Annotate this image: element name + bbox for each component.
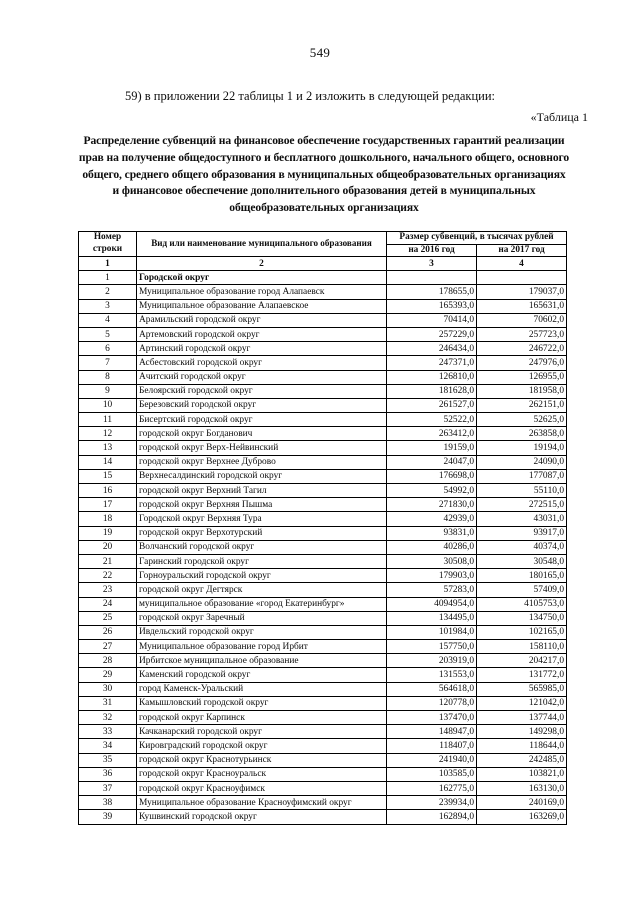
table-row (79, 285, 567, 299)
amount-2017-cell: 70602,0 (477, 313, 567, 327)
municipality-name-cell: Артемовский городской округ (137, 327, 387, 341)
row-number-cell: 25 (79, 611, 137, 625)
municipality-name-cell: городской округ Верхотурский (137, 526, 387, 540)
municipality-name-cell: городской округ Верхнее Дуброво (137, 455, 387, 469)
table-head (79, 231, 567, 270)
amount-2016-cell: 40286,0 (387, 540, 477, 554)
amount-2017-cell: 4105753,0 (477, 597, 567, 611)
row-number-cell: 9 (79, 384, 137, 398)
amount-2017-cell: 163269,0 (477, 810, 567, 824)
column-number-3: 3 (387, 257, 477, 271)
municipality-name-cell: Качканарский городской округ (137, 725, 387, 739)
row-number-cell: 17 (79, 498, 137, 512)
amount-2016-cell: 120778,0 (387, 696, 477, 710)
row-number-cell: 3 (79, 299, 137, 313)
municipality-name-cell: Муниципальное образование город Ирбит (137, 640, 387, 654)
amount-2016-cell: 24047,0 (387, 455, 477, 469)
municipality-name-cell: городской округ Карпинск (137, 711, 387, 725)
header-year-2016: на 2016 год (387, 244, 477, 257)
table-row (79, 654, 567, 668)
table-row (79, 682, 567, 696)
amount-2017-cell: 247976,0 (477, 356, 567, 370)
row-number-cell: 5 (79, 327, 137, 341)
amount-2016-cell: 93831,0 (387, 526, 477, 540)
row-number-cell: 11 (79, 413, 137, 427)
header-municipality-name: Вид или наименование муниципального образования (137, 231, 387, 256)
amount-2016-cell: 30508,0 (387, 554, 477, 568)
amount-2017-cell: 240169,0 (477, 796, 567, 810)
table-row (79, 725, 567, 739)
row-number-cell: 23 (79, 583, 137, 597)
row-number-cell: 29 (79, 668, 137, 682)
row-number-cell: 10 (79, 398, 137, 412)
amount-2017-cell: 246722,0 (477, 342, 567, 356)
row-number-cell: 38 (79, 796, 137, 810)
table-row (79, 625, 567, 639)
municipality-name-cell: Ачитский городской округ (137, 370, 387, 384)
amount-2017-cell: 242485,0 (477, 753, 567, 767)
header-amount-group: Размер субвенций, в тысячах рублей (387, 231, 567, 244)
table-row (79, 640, 567, 654)
row-number-cell: 28 (79, 654, 137, 668)
amount-2017-cell: 93917,0 (477, 526, 567, 540)
amount-2017-cell: 163130,0 (477, 781, 567, 795)
amount-2017-cell: 262151,0 (477, 398, 567, 412)
table-body (79, 271, 567, 824)
municipality-name-cell: муниципальное образование «город Екатеринбург» (137, 597, 387, 611)
amount-2016-cell: 261527,0 (387, 398, 477, 412)
municipality-name-cell: Кировградский городской округ (137, 739, 387, 753)
municipality-name-cell: городской округ Верх-Нейвинский (137, 441, 387, 455)
table-row (79, 611, 567, 625)
column-number-4: 4 (477, 257, 567, 271)
amount-2017-cell: 134750,0 (477, 611, 567, 625)
page-number: 549 (309, 45, 331, 60)
amount-2017-cell: 177087,0 (477, 469, 567, 483)
row-number-cell: 1 (79, 271, 137, 285)
subventions-table-wrapper (0, 231, 640, 825)
amount-2017-cell: 126955,0 (477, 370, 567, 384)
table-row (79, 796, 567, 810)
row-number-cell: 7 (79, 356, 137, 370)
municipality-name-cell: Гаринский городской округ (137, 554, 387, 568)
row-number-cell: 37 (79, 781, 137, 795)
table-row (79, 753, 567, 767)
amount-2017-cell: 121042,0 (477, 696, 567, 710)
municipality-name-cell: Муниципальное образование Алапаевское (137, 299, 387, 313)
municipality-name-cell: Городской округ Верхняя Тура (137, 512, 387, 526)
amount-2017-cell: 118644,0 (477, 739, 567, 753)
amount-2017-cell: 131772,0 (477, 668, 567, 682)
row-number-cell: 24 (79, 597, 137, 611)
municipality-name-cell: Волчанский городской округ (137, 540, 387, 554)
table-row (79, 569, 567, 583)
row-number-cell: 22 (79, 569, 137, 583)
table-row (79, 668, 567, 682)
amount-2017-cell: 181958,0 (477, 384, 567, 398)
municipality-name-cell: городской округ Богданович (137, 427, 387, 441)
amount-2016-cell: 263412,0 (387, 427, 477, 441)
row-number-cell: 18 (79, 512, 137, 526)
table-row (79, 711, 567, 725)
amount-2017-cell: 272515,0 (477, 498, 567, 512)
municipality-name-cell: городской округ Верхняя Пышма (137, 498, 387, 512)
row-number-cell: 2 (79, 285, 137, 299)
municipality-name-cell: город Каменск-Уральский (137, 682, 387, 696)
table-row (79, 327, 567, 341)
subventions-table (78, 231, 567, 825)
amount-2016-cell: 203919,0 (387, 654, 477, 668)
table-row (79, 739, 567, 753)
municipality-name-cell: Артинский городской округ (137, 342, 387, 356)
table-row (79, 597, 567, 611)
municipality-name-cell: Камышловский городской округ (137, 696, 387, 710)
amount-2016-cell: 42939,0 (387, 512, 477, 526)
table-row (79, 484, 567, 498)
amount-2017-cell: 19194,0 (477, 441, 567, 455)
amount-2016-cell: 70414,0 (387, 313, 477, 327)
header-row-number: Номер строки (79, 231, 137, 256)
table-row (79, 696, 567, 710)
table-row (79, 526, 567, 540)
amount-2016-cell: 118407,0 (387, 739, 477, 753)
amount-2017-cell: 263858,0 (477, 427, 567, 441)
table-column-number-row (79, 257, 567, 271)
document-title: Распределение субвенций на финансовое обеспечение государственных гарантий реализации прав на получение общедоступного и бесплатного дошкольного, начального общего, основного общего, среднего общего образования в муниципальных общеобразовательных организациях и финансовое обеспечение дополнительного образования детей в муниципальных общеобразовательных организациях (78, 134, 570, 215)
amount-2016-cell: 181628,0 (387, 384, 477, 398)
amount-2017-cell: 257723,0 (477, 327, 567, 341)
amount-2017-cell: 158110,0 (477, 640, 567, 654)
amount-2016-cell: 162775,0 (387, 781, 477, 795)
column-number-2: 2 (137, 257, 387, 271)
table-row (79, 554, 567, 568)
municipality-name-cell: Кушвинский городской округ (137, 810, 387, 824)
row-number-cell: 31 (79, 696, 137, 710)
row-number-cell: 19 (79, 526, 137, 540)
municipality-name-cell: Березовский городской округ (137, 398, 387, 412)
amount-2016-cell: 178655,0 (387, 285, 477, 299)
row-number-cell: 6 (79, 342, 137, 356)
amount-2017-cell: 165631,0 (477, 299, 567, 313)
amendment-paragraph: 59) в приложении 22 таблицы 1 и 2 изложить в следующей редакции: (124, 89, 496, 103)
municipality-name-cell: Верхнесалдинский городской округ (137, 469, 387, 483)
row-number-cell: 14 (79, 455, 137, 469)
row-number-cell: 39 (79, 810, 137, 824)
amount-2017-cell: 565985,0 (477, 682, 567, 696)
row-number-cell: 15 (79, 469, 137, 483)
municipality-name-cell: Каменский городской округ (137, 668, 387, 682)
municipality-name-cell: городской округ Верхний Тагил (137, 484, 387, 498)
amount-2016-cell: 57283,0 (387, 583, 477, 597)
table-row (79, 342, 567, 356)
row-number-cell: 13 (79, 441, 137, 455)
row-number-cell: 33 (79, 725, 137, 739)
amount-2016-cell: 126810,0 (387, 370, 477, 384)
amount-2017-cell: 102165,0 (477, 625, 567, 639)
table-row (79, 441, 567, 455)
row-number-cell: 20 (79, 540, 137, 554)
municipality-name-cell: городской округ Заречный (137, 611, 387, 625)
amount-2016-cell: 4094954,0 (387, 597, 477, 611)
table-row (79, 781, 567, 795)
table-row (79, 469, 567, 483)
table-row (79, 313, 567, 327)
row-number-cell: 16 (79, 484, 137, 498)
amount-2017-cell (477, 271, 567, 285)
header-year-2017: на 2017 год (477, 244, 567, 257)
amount-2016-cell: 134495,0 (387, 611, 477, 625)
table-row (79, 427, 567, 441)
municipality-name-cell: Арамильский городской округ (137, 313, 387, 327)
row-number-cell: 21 (79, 554, 137, 568)
amount-2016-cell: 137470,0 (387, 711, 477, 725)
amount-2017-cell: 55110,0 (477, 484, 567, 498)
amount-2016-cell: 165393,0 (387, 299, 477, 313)
table-row (79, 455, 567, 469)
amount-2016-cell: 148947,0 (387, 725, 477, 739)
amount-2016-cell: 19159,0 (387, 441, 477, 455)
amount-2016-cell: 103585,0 (387, 767, 477, 781)
amount-2017-cell: 204217,0 (477, 654, 567, 668)
table-label: «Таблица 1 (530, 110, 588, 124)
table-row (79, 540, 567, 554)
table-row (79, 299, 567, 313)
amount-2017-cell: 180165,0 (477, 569, 567, 583)
table-row (79, 271, 567, 285)
amount-2017-cell: 52625,0 (477, 413, 567, 427)
municipality-name-cell: Белоярский городской округ (137, 384, 387, 398)
amount-2017-cell: 40374,0 (477, 540, 567, 554)
amount-2016-cell: 239934,0 (387, 796, 477, 810)
amount-2017-cell: 24090,0 (477, 455, 567, 469)
column-number-1: 1 (79, 257, 137, 271)
table-row (79, 512, 567, 526)
table-row (79, 498, 567, 512)
table-row (79, 583, 567, 597)
municipality-name-cell: городской округ Красноуральск (137, 767, 387, 781)
table-header-row-1 (79, 231, 567, 244)
municipality-name-cell: Бисертский городской округ (137, 413, 387, 427)
amount-2017-cell: 149298,0 (477, 725, 567, 739)
row-number-cell: 8 (79, 370, 137, 384)
municipality-name-cell: Горноуральский городской округ (137, 569, 387, 583)
group-heading-cell: Городской округ (137, 271, 387, 285)
municipality-name-cell: Муниципальное образование Красноуфимский округ (137, 796, 387, 810)
table-row (79, 413, 567, 427)
row-number-cell: 35 (79, 753, 137, 767)
row-number-cell: 27 (79, 640, 137, 654)
row-number-cell: 36 (79, 767, 137, 781)
amount-2017-cell: 43031,0 (477, 512, 567, 526)
municipality-name-cell: городской округ Красноуфимск (137, 781, 387, 795)
table-row (79, 384, 567, 398)
table-row (79, 370, 567, 384)
amount-2016-cell: 162894,0 (387, 810, 477, 824)
amount-2016-cell: 54992,0 (387, 484, 477, 498)
amount-2016-cell: 246434,0 (387, 342, 477, 356)
row-number-cell: 34 (79, 739, 137, 753)
row-number-cell: 30 (79, 682, 137, 696)
municipality-name-cell: Ивдельский городской округ (137, 625, 387, 639)
amount-2016-cell: 101984,0 (387, 625, 477, 639)
amount-2016-cell: 247371,0 (387, 356, 477, 370)
amount-2017-cell: 57409,0 (477, 583, 567, 597)
amount-2016-cell: 179903,0 (387, 569, 477, 583)
amount-2017-cell: 103821,0 (477, 767, 567, 781)
municipality-name-cell: Асбестовский городской округ (137, 356, 387, 370)
amount-2016-cell: 157750,0 (387, 640, 477, 654)
municipality-name-cell: городской округ Дегтярск (137, 583, 387, 597)
row-number-cell: 26 (79, 625, 137, 639)
amount-2016-cell: 131553,0 (387, 668, 477, 682)
municipality-name-cell: Муниципальное образование город Алапаевск (137, 285, 387, 299)
amount-2016-cell: 257229,0 (387, 327, 477, 341)
row-number-cell: 4 (79, 313, 137, 327)
amount-2016-cell: 52522,0 (387, 413, 477, 427)
municipality-name-cell: Ирбитское муниципальное образование (137, 654, 387, 668)
amount-2016-cell: 564618,0 (387, 682, 477, 696)
amount-2016-cell: 271830,0 (387, 498, 477, 512)
municipality-name-cell: городской округ Краснотурьинск (137, 753, 387, 767)
row-number-cell: 12 (79, 427, 137, 441)
amount-2017-cell: 30548,0 (477, 554, 567, 568)
amount-2017-cell: 179037,0 (477, 285, 567, 299)
table-row (79, 398, 567, 412)
amount-2016-cell: 176698,0 (387, 469, 477, 483)
amount-2017-cell: 137744,0 (477, 711, 567, 725)
table-row (79, 356, 567, 370)
table-row (79, 810, 567, 824)
amount-2016-cell (387, 271, 477, 285)
amount-2016-cell: 241940,0 (387, 753, 477, 767)
table-row (79, 767, 567, 781)
row-number-cell: 32 (79, 711, 137, 725)
